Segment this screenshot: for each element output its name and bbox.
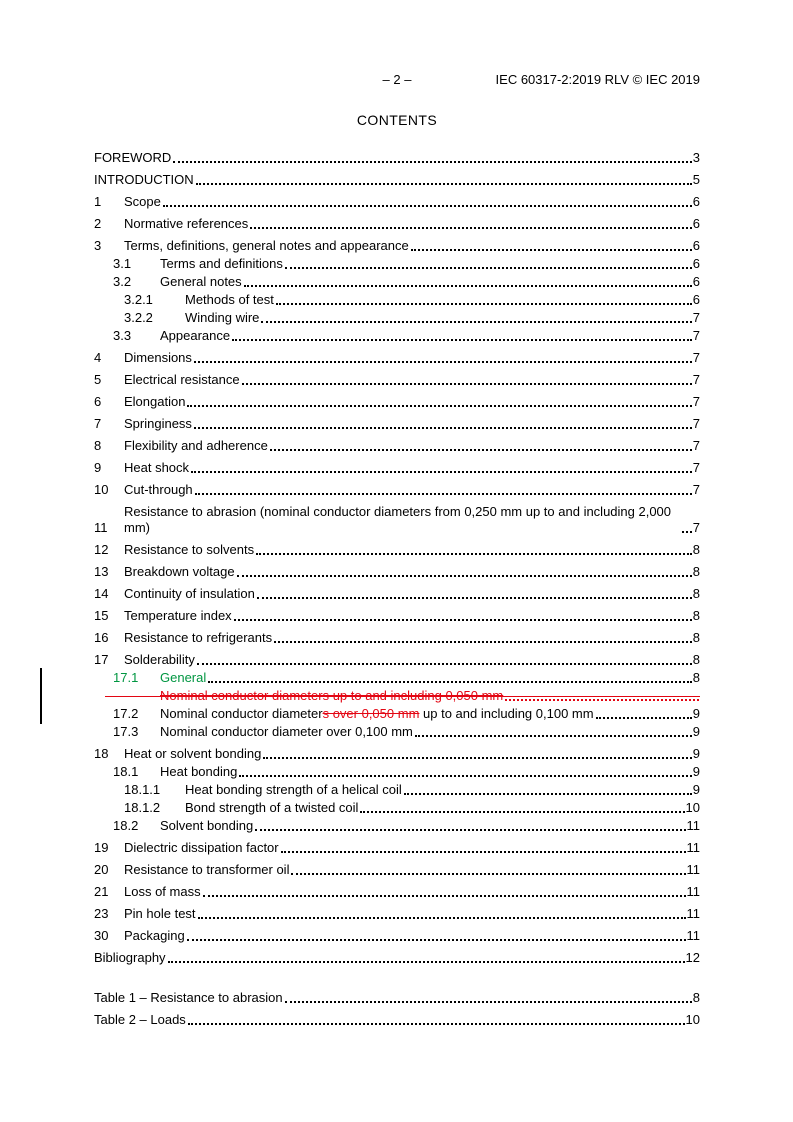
toc-page-number: 6: [692, 292, 700, 307]
toc-page-number: 6: [692, 274, 700, 289]
toc-leader-dots: [257, 597, 692, 599]
toc-entry-number: 15: [94, 608, 109, 623]
toc-page-number: 8: [692, 608, 700, 623]
toc-entry-label: [124, 746, 261, 762]
toc-entry-label: [124, 652, 195, 668]
toc-leader-dots: [411, 249, 692, 251]
toc-entry-text-segment: Elongation: [124, 394, 186, 409]
toc-entry-number: 18.2: [113, 818, 139, 833]
contents-title: CONTENTS: [356, 112, 438, 128]
toc-entry-text-segment: General notes: [160, 274, 242, 289]
toc-entry: [94, 652, 700, 668]
toc-entry: [113, 274, 700, 290]
toc-page-number: 8: [692, 670, 700, 685]
toc-entry: [94, 238, 700, 254]
toc-entry-label: [94, 950, 166, 966]
toc-entry-label: [124, 372, 240, 388]
toc-page-number: 7: [692, 438, 700, 453]
toc-entry-number: 8: [94, 438, 102, 453]
toc-entry-number: 2: [94, 216, 102, 231]
toc-entry: [94, 504, 700, 536]
toc-entry-label: [160, 724, 413, 740]
toc-leader-dots: [250, 227, 691, 229]
toc-entry-label: [124, 482, 193, 498]
toc-page-number: 6: [692, 216, 700, 231]
toc-entry-number: 3.2.1: [124, 292, 153, 307]
toc-entry-text-segment: Nominal conductor diameter: [160, 706, 323, 721]
toc-page-number: 11: [686, 906, 700, 921]
toc-entry: [94, 950, 700, 966]
toc-entry-text-segment: Packaging: [124, 928, 185, 943]
toc-leader-dots: [270, 449, 692, 451]
toc-page-number: 8: [692, 652, 700, 667]
toc-entry: [94, 350, 700, 366]
toc-leader-dots: [596, 717, 692, 719]
toc-page-number: 8: [692, 630, 700, 645]
toc-leader-dots: [194, 361, 692, 363]
toc-entry-label: [124, 630, 272, 646]
toc-leader-dots: [242, 383, 692, 385]
toc-entry-number: 17.2: [113, 706, 139, 721]
toc-entry-text-segment: Springiness: [124, 416, 192, 431]
toc-entry-text-segment: Terms, definitions, general notes and appearance: [124, 238, 409, 253]
toc-entry: [94, 564, 700, 580]
toc-entry-label: [160, 328, 230, 344]
toc-leader-dots: [415, 735, 692, 737]
toc-entry-number: 18: [94, 746, 109, 761]
toc-entry-label: [94, 150, 171, 166]
toc-entry-number: 21: [94, 884, 109, 899]
toc-leader-dots: [234, 619, 692, 621]
toc-entry: [94, 840, 700, 856]
toc-entry-text-segment: Heat or solvent bonding: [124, 746, 262, 761]
toc-entry-label: [124, 840, 279, 856]
table-of-contents: [94, 150, 700, 1028]
toc-entry: [113, 328, 700, 344]
toc-entry-text-segment: INTRODUCTION: [94, 172, 194, 187]
toc-entry-number: 30: [94, 928, 109, 943]
toc-leader-dots: [261, 321, 691, 323]
toc-page-number: 10: [685, 800, 700, 815]
toc-entry-text-segment: Breakdown voltage: [124, 564, 235, 579]
toc-entry: [113, 818, 700, 834]
toc-entry-label: [124, 460, 189, 476]
toc-page-number: 6: [692, 256, 700, 271]
toc-entry: [113, 688, 700, 704]
toc-leader-dots: [276, 303, 692, 305]
toc-page-number: 3: [692, 150, 700, 165]
toc-entry: [113, 670, 700, 686]
toc-page-number: 9: [692, 706, 700, 721]
toc-entry: [94, 542, 700, 558]
toc-entry-number: 14: [94, 586, 109, 601]
toc-entry-text-segment: Normative references: [124, 216, 249, 231]
toc-leader-dots: [208, 681, 692, 683]
toc-entry-text-segment: Table 2 – Loads: [94, 1012, 186, 1027]
toc-entry-number: 3.1: [113, 256, 132, 271]
page-header: [94, 72, 700, 88]
document-reference: IEC 60317-2:2019 RLV © IEC 2019: [495, 72, 700, 87]
toc-entry: [94, 746, 700, 762]
toc-entry-text-segment: Nominal conductor diameter over 0,100 mm: [160, 724, 413, 739]
toc-page-number: 7: [692, 460, 700, 475]
toc-entry-label: [160, 818, 253, 834]
toc-leader-dots: [237, 575, 692, 577]
toc-entry-text-segment: Bibliography: [94, 950, 166, 965]
toc-entry-label: [94, 172, 194, 188]
toc-entry-number: 7: [94, 416, 102, 431]
toc-entry-label: [124, 586, 255, 602]
toc-entry-number: 3.3: [113, 328, 132, 343]
toc-leader-dots: [291, 873, 685, 875]
toc-entry-text-segment: Cut-through: [124, 482, 193, 497]
toc-entry-text-segment: Terms and definitions: [160, 256, 283, 271]
toc-entry: [124, 310, 700, 326]
toc-leader-dots: [187, 405, 691, 407]
toc-entry-number: 16: [94, 630, 109, 645]
toc-entry-number: 20: [94, 862, 109, 877]
toc-page-number: 11: [686, 818, 700, 833]
toc-leader-dots: [274, 641, 692, 643]
toc-leader-dots: [263, 757, 691, 759]
toc-entry: [94, 608, 700, 624]
toc-page-number: 10: [685, 1012, 700, 1027]
toc-entry-text-segment: Methods of test: [185, 292, 274, 307]
toc-leader-dots: [203, 895, 686, 897]
toc-entry: [94, 630, 700, 646]
toc-entry-label: [185, 310, 259, 326]
toc-leader-dots: [194, 427, 692, 429]
toc-entry-label: [160, 670, 206, 686]
toc-entry-number: 17.3: [113, 724, 139, 739]
toc-entry-text-segment: Table 1 – Resistance to abrasion: [94, 990, 283, 1005]
toc-leader-dots: [281, 851, 686, 853]
toc-entry-text-segment: Heat shock: [124, 460, 190, 475]
toc-leader-dots: [188, 1023, 685, 1025]
toc-entry: [94, 1012, 700, 1028]
toc-page-number: 6: [692, 238, 700, 253]
toc-page-number: 7: [692, 520, 700, 535]
toc-entry: [124, 800, 700, 816]
toc-entry-text-segment: General: [160, 670, 207, 685]
toc-entry-text-segment: up to and including 0,100 mm: [419, 706, 594, 721]
toc-entry-label: [124, 238, 409, 254]
toc-leader-dots: [168, 961, 685, 963]
toc-entry-text-segment: Heat bonding strength of a helical coil: [185, 782, 402, 797]
toc-page-number: 11: [686, 862, 700, 877]
toc-entry-label: [124, 438, 268, 454]
toc-page-number: 7: [692, 482, 700, 497]
toc-entry-text-segment: Flexibility and adherence: [124, 438, 268, 453]
toc-page-number: 7: [692, 328, 700, 343]
toc-entry: [113, 724, 700, 740]
toc-entry-text-segment: Electrical resistance: [124, 372, 240, 387]
toc-entry-number: 6: [94, 394, 102, 409]
toc-entry: [94, 150, 700, 166]
toc-entry-number: 5: [94, 372, 102, 387]
toc-entry: [94, 906, 700, 922]
toc-entry-text-segment: Dielectric dissipation factor: [124, 840, 279, 855]
toc-entry-text-segment: Continuity of insulation: [124, 586, 255, 601]
toc-entry: [94, 862, 700, 878]
toc-entry-label: [124, 608, 232, 624]
toc-page-number: 8: [692, 564, 700, 579]
toc-entry: [94, 460, 700, 476]
toc-entry-label: [124, 194, 161, 210]
toc-entry-number: 18.1: [113, 764, 139, 779]
toc-leader-dots: [232, 339, 692, 341]
toc-page-number: 7: [692, 350, 700, 365]
toc-leader-dots: [163, 205, 692, 207]
toc-entry: [94, 928, 700, 944]
toc-entry-text-segment: Nominal conductor diameters up to and including 0,050 mm: [160, 688, 504, 703]
toc-page-number: 11: [686, 884, 700, 899]
page-number-header: – 2 –: [382, 72, 412, 87]
toc-entry-text-segment: Pin hole test: [124, 906, 196, 921]
toc-leader-dots: [197, 663, 692, 665]
toc-entry-text-segment: Resistance to refrigerants: [124, 630, 273, 645]
toc-page-number: 6: [692, 194, 700, 209]
toc-entry: [94, 990, 700, 1006]
toc-entry-label: [124, 564, 235, 580]
toc-entry-text-segment: Dimensions: [124, 350, 192, 365]
toc-leader-dots: [196, 183, 692, 185]
toc-entry-number: 4: [94, 350, 102, 365]
change-bar: [40, 668, 42, 724]
toc-entry-label: [124, 928, 185, 944]
toc-entry-number: 11: [94, 520, 108, 535]
toc-entry-label: [160, 688, 503, 704]
toc-page-number: 7: [692, 416, 700, 431]
toc-entry-number: 17.1: [113, 670, 139, 685]
toc-page-number: 5: [692, 172, 700, 187]
toc-entry-label: [124, 906, 196, 922]
toc-entry: [94, 194, 700, 210]
toc-entry: [113, 706, 700, 722]
toc-entry: [94, 216, 700, 232]
toc-leader-dots: [239, 775, 691, 777]
toc-page-number: 11: [686, 928, 700, 943]
toc-leader-dots: [255, 829, 685, 831]
toc-entry-label: [94, 1012, 186, 1028]
toc-page-number: 7: [692, 310, 700, 325]
toc-entry-number: 12: [94, 542, 109, 557]
toc-entry-text-segment: Heat bonding: [160, 764, 238, 779]
toc-page-number: 9: [692, 746, 700, 761]
toc-entry-text-segment: Resistance to abrasion (nominal conductor diameters from 0,250 mm up to and including 2,000 mm): [124, 504, 672, 535]
toc-leader-dots: [198, 917, 686, 919]
toc-entry-text-segment: Solderability: [124, 652, 195, 667]
toc-page-number: 8: [692, 542, 700, 557]
toc-leader-dots: [173, 161, 691, 163]
toc-page-number: 9: [692, 764, 700, 779]
toc-page-number: 8: [692, 586, 700, 601]
toc-page-number: 12: [685, 950, 700, 965]
toc-entry: [94, 172, 700, 188]
toc-entry-label: [124, 884, 201, 900]
toc-entry-text-segment: Bond strength of a twisted coil: [185, 800, 359, 815]
toc-entry-text-segment: Scope: [124, 194, 161, 209]
toc-entry-text-segment: Appearance: [160, 328, 231, 343]
toc-entry: [94, 586, 700, 602]
toc-leader-dots: [191, 471, 692, 473]
toc-entry: [94, 394, 700, 410]
toc-entry-text-segment: s over 0,050 mm: [322, 706, 420, 721]
toc-entry-label: [185, 800, 358, 816]
toc-entry: [113, 764, 700, 780]
toc-leader-dots: [187, 939, 686, 941]
toc-entry: [94, 884, 700, 900]
toc-entry-number: 18.1.2: [124, 800, 161, 815]
toc-leader-dots: [505, 699, 699, 701]
toc-entry-text-segment: Winding wire: [185, 310, 260, 325]
toc-page-number: 7: [692, 372, 700, 387]
toc-entry-text-segment: Solvent bonding: [160, 818, 254, 833]
toc-entry: [94, 482, 700, 498]
toc-entry: [94, 416, 700, 432]
toc-leader-dots: [404, 793, 692, 795]
toc-entry-number: 9: [94, 460, 102, 475]
toc-entry: [94, 438, 700, 454]
toc-entry-number: 3: [94, 238, 102, 253]
toc-entry-label: [124, 394, 185, 410]
toc-entry-label: [160, 274, 242, 290]
toc-entry-text-segment: Resistance to transformer oil: [124, 862, 290, 877]
toc-page-number: 8: [692, 990, 700, 1005]
toc-page-number: 11: [686, 840, 700, 855]
toc-entry-number: 1: [94, 194, 102, 209]
toc-entry-label: [124, 862, 289, 878]
toc-entry-label: [124, 216, 248, 232]
toc-leader-dots: [195, 493, 692, 495]
toc-entry-number: 18.1.1: [124, 782, 161, 797]
toc-page-number: 9: [692, 724, 700, 739]
toc-entry-label: [160, 706, 594, 722]
toc-entry-number: 17: [94, 652, 109, 667]
toc-entry-number: 3.2: [113, 274, 132, 289]
toc-leader-dots: [360, 811, 684, 813]
toc-entry-text-segment: Resistance to solvents: [124, 542, 255, 557]
toc-entry: [124, 782, 700, 798]
toc-entry-text-segment: Temperature index: [124, 608, 232, 623]
toc-entry-label: [124, 416, 192, 432]
toc-entry-label: [94, 990, 283, 1006]
toc-entry-label: [185, 292, 274, 308]
toc-entry-number: 23: [94, 906, 109, 921]
toc-leader-dots: [256, 553, 692, 555]
toc-leader-dots: [285, 267, 692, 269]
toc-entry-text-segment: FOREWORD: [94, 150, 172, 165]
toc-entry-label: [160, 256, 283, 272]
toc-leader-dots: [244, 285, 692, 287]
toc-page-number: 7: [692, 394, 700, 409]
toc-entry-label: [124, 504, 680, 536]
toc-entry: [113, 256, 700, 272]
toc-entry-number: 13: [94, 564, 109, 579]
toc-entry-number: 10: [94, 482, 109, 497]
toc-entry-label: [124, 350, 192, 366]
toc-entry: [94, 372, 700, 388]
toc-entry-label: [185, 782, 402, 798]
toc-page-number: 9: [692, 782, 700, 797]
toc-entry-label: [124, 542, 254, 558]
toc-entry-label: [160, 764, 237, 780]
toc-entry-text-segment: Loss of mass: [124, 884, 201, 899]
toc-leader-dots: [285, 1001, 692, 1003]
toc-entry-number: 3.2.2: [124, 310, 153, 325]
toc-entry: [124, 292, 700, 308]
toc-leader-dots: [682, 531, 692, 533]
toc-entry-number: 19: [94, 840, 109, 855]
